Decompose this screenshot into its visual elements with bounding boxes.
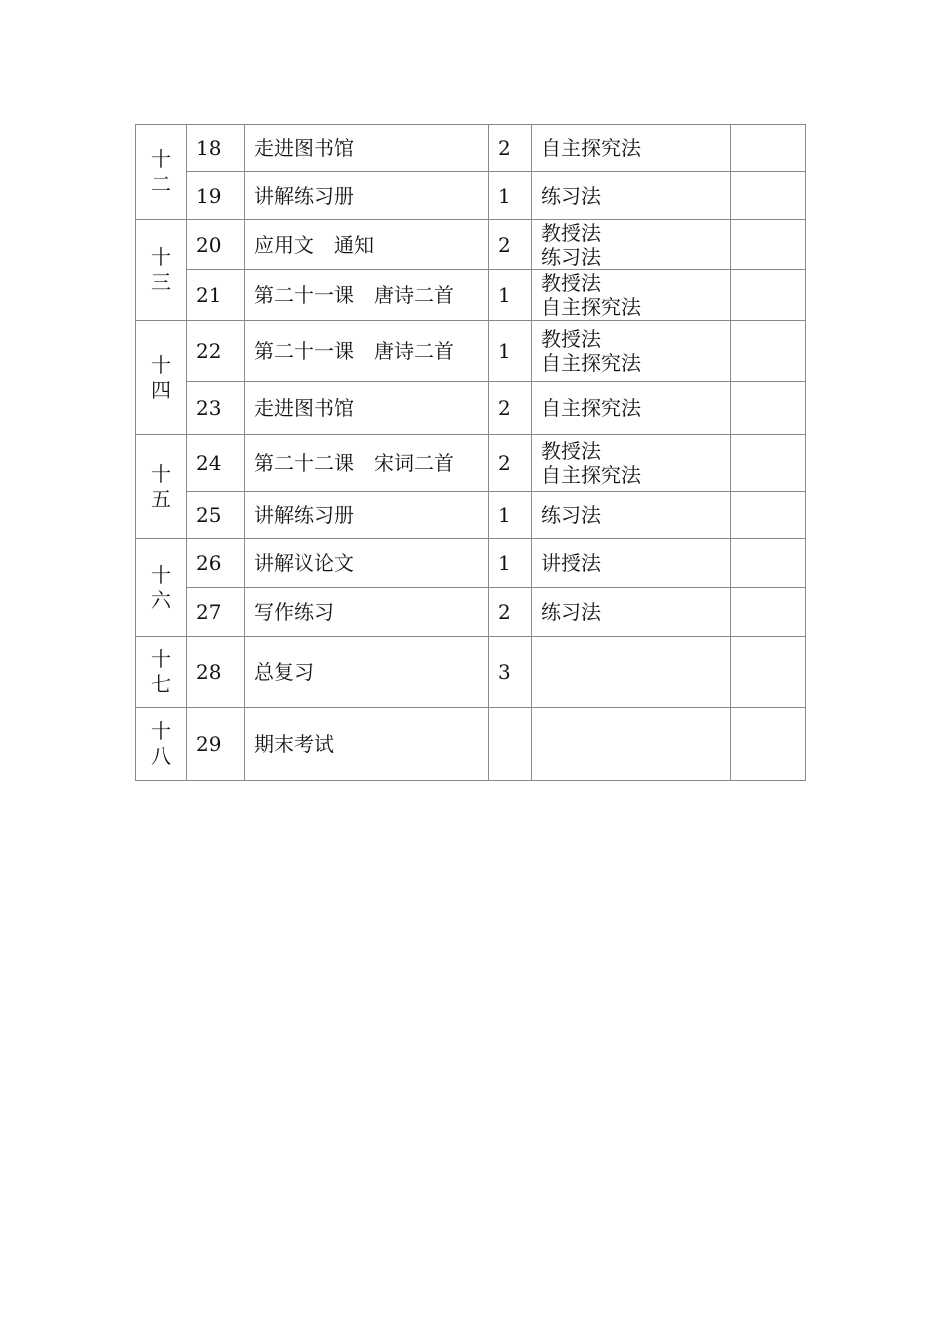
note-cell (731, 539, 806, 588)
lesson-title-cell: 第二十二课 宋词二首 (245, 435, 489, 492)
hours-cell (489, 708, 532, 781)
note-cell (731, 321, 806, 382)
week-label: 十三 (151, 245, 171, 294)
note-cell (731, 435, 806, 492)
lesson-number-cell: 18 (187, 125, 245, 172)
hours-cell: 1 (489, 270, 532, 321)
method-cell (532, 708, 731, 781)
table-row (136, 588, 806, 637)
week-cell (136, 435, 187, 539)
method-cell: 讲授法 (532, 539, 731, 588)
note-cell (731, 588, 806, 637)
week-label: 十五 (151, 461, 171, 511)
hours-cell: 1 (489, 492, 532, 539)
note-cell (731, 492, 806, 539)
lesson-title-cell: 第二十一课 唐诗二首 (245, 321, 489, 382)
lesson-number-cell: 27 (187, 588, 245, 637)
method-cell: 教授法 自主探究法 (532, 270, 731, 321)
week-label: 十六 (151, 562, 171, 612)
lesson-title-cell: 走进图书馆 (245, 125, 489, 172)
method-cell: 练习法 (532, 492, 731, 539)
lesson-title-cell: 总复习 (245, 637, 489, 708)
hours-cell: 2 (489, 435, 532, 492)
table-row (136, 492, 806, 539)
lesson-number-cell: 28 (187, 637, 245, 708)
table-row (136, 382, 806, 435)
week-cell (136, 708, 187, 781)
note-cell (731, 270, 806, 321)
method-cell: 自主探究法 (532, 382, 731, 435)
lesson-number-cell: 19 (187, 172, 245, 220)
table-row (136, 708, 806, 781)
note-cell (731, 125, 806, 172)
week-label: 十八 (151, 719, 171, 768)
week-cell (136, 637, 187, 708)
note-cell (731, 220, 806, 270)
table-row (136, 637, 806, 708)
lesson-title-cell: 讲解练习册 (245, 172, 489, 220)
method-cell: 教授法 自主探究法 (532, 321, 731, 382)
table-row (136, 321, 806, 382)
hours-cell: 2 (489, 382, 532, 435)
lesson-number-cell: 20 (187, 220, 245, 270)
lesson-number-cell: 21 (187, 270, 245, 321)
lesson-title-cell: 写作练习 (245, 588, 489, 637)
lesson-number-cell: 22 (187, 321, 245, 382)
hours-cell: 2 (489, 588, 532, 637)
hours-cell: 1 (489, 321, 532, 382)
table-row (136, 435, 806, 492)
week-label: 十二 (151, 147, 171, 196)
lesson-title-cell: 应用文 通知 (245, 220, 489, 270)
hours-cell: 2 (489, 125, 532, 172)
note-cell (731, 637, 806, 708)
lesson-number-cell: 24 (187, 435, 245, 492)
week-cell (136, 539, 187, 637)
teaching-schedule-table (135, 124, 806, 781)
week-cell (136, 321, 187, 435)
table-row (136, 220, 806, 270)
lesson-number-cell: 23 (187, 382, 245, 435)
table-row (136, 125, 806, 172)
hours-cell: 2 (489, 220, 532, 270)
method-cell: 教授法 自主探究法 (532, 435, 731, 492)
table-row (136, 270, 806, 321)
lesson-title-cell: 讲解练习册 (245, 492, 489, 539)
lesson-title-cell: 走进图书馆 (245, 382, 489, 435)
table-row (136, 539, 806, 588)
note-cell (731, 708, 806, 781)
hours-cell: 3 (489, 637, 532, 708)
lesson-number-cell: 26 (187, 539, 245, 588)
week-cell (136, 220, 187, 321)
lesson-title-cell: 讲解议论文 (245, 539, 489, 588)
week-cell (136, 125, 187, 220)
week-label: 十四 (151, 352, 171, 402)
lesson-title-cell: 期末考试 (245, 708, 489, 781)
lesson-title-cell: 第二十一课 唐诗二首 (245, 270, 489, 321)
method-cell (532, 637, 731, 708)
table-row (136, 172, 806, 220)
method-cell: 练习法 (532, 588, 731, 637)
note-cell (731, 172, 806, 220)
hours-cell: 1 (489, 172, 532, 220)
hours-cell: 1 (489, 539, 532, 588)
lesson-number-cell: 29 (187, 708, 245, 781)
method-cell: 教授法 练习法 (532, 220, 731, 270)
method-cell: 自主探究法 (532, 125, 731, 172)
note-cell (731, 382, 806, 435)
lesson-number-cell: 25 (187, 492, 245, 539)
method-cell: 练习法 (532, 172, 731, 220)
week-label: 十七 (151, 647, 171, 696)
